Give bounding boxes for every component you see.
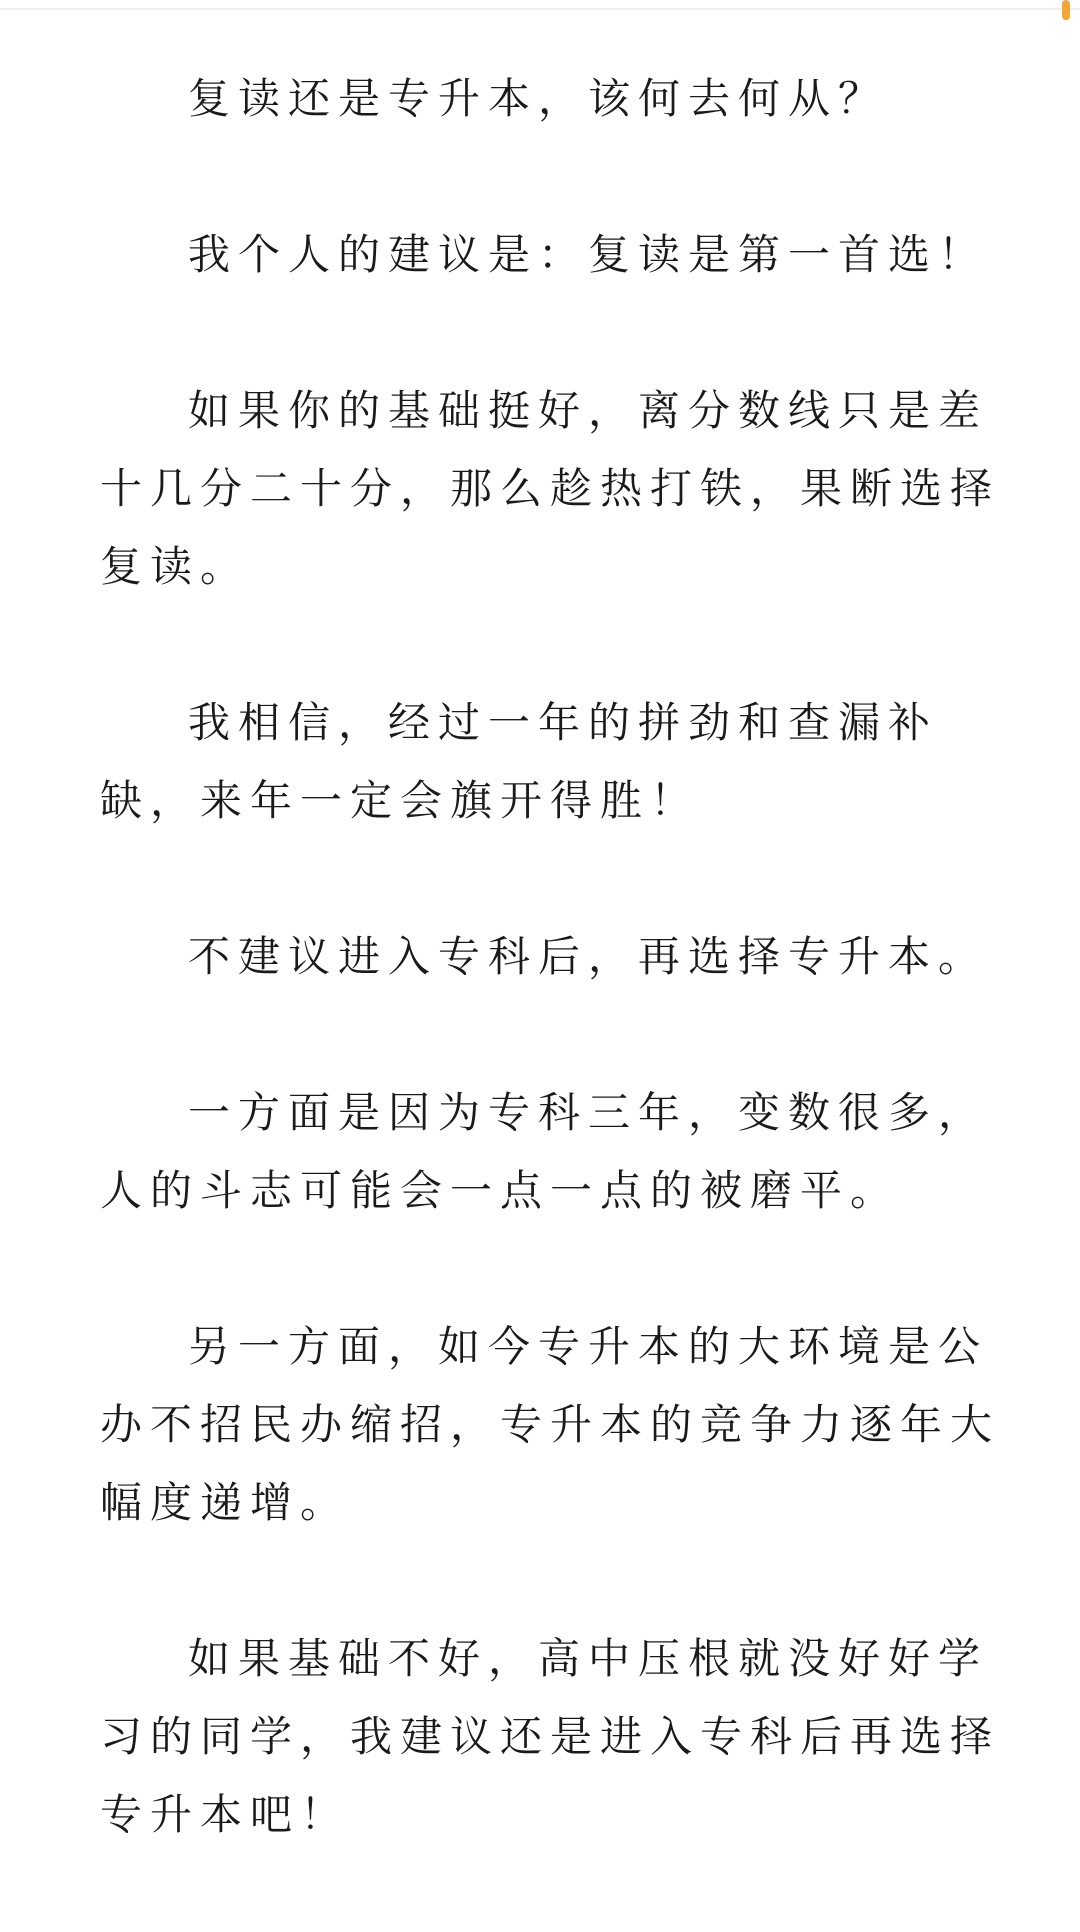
- paragraph-recommendation: 我个人的建议是：复读是第一首选！: [188, 230, 989, 279]
- article-body: [100, 60, 1030, 1932]
- paragraph-confidence: 我相信，经过一年的拼劲和查漏补缺，来年一定会旗开得胜！: [100, 698, 939, 825]
- paragraph-not-recommended: 不建议进入专科后，再选择专升本。: [188, 932, 989, 981]
- scroll-indicator: [1062, 0, 1070, 20]
- paragraph-reason-two: 另一方面，如今专升本的大环境是公办不招民办缩招，专升本的竞争力逐年大幅度递增。: [100, 1322, 1001, 1527]
- paragraph-good-foundation: 如果你的基础挺好，离分数线只是差十几分二十分，那么趁热打铁，果断选择复读。: [100, 386, 1001, 591]
- top-divider: [0, 8, 1080, 10]
- paragraph-question: 复读还是专升本，该何去何从？: [188, 74, 889, 123]
- paragraph-reason-one: 一方面是因为专科三年，变数很多，人的斗志可能会一点一点的被磨平。: [100, 1088, 989, 1215]
- paragraph-weak-foundation: 如果基础不好，高中压根就没好好学习的同学，我建议还是进入专科后再选择专升本吧！: [100, 1634, 1001, 1839]
